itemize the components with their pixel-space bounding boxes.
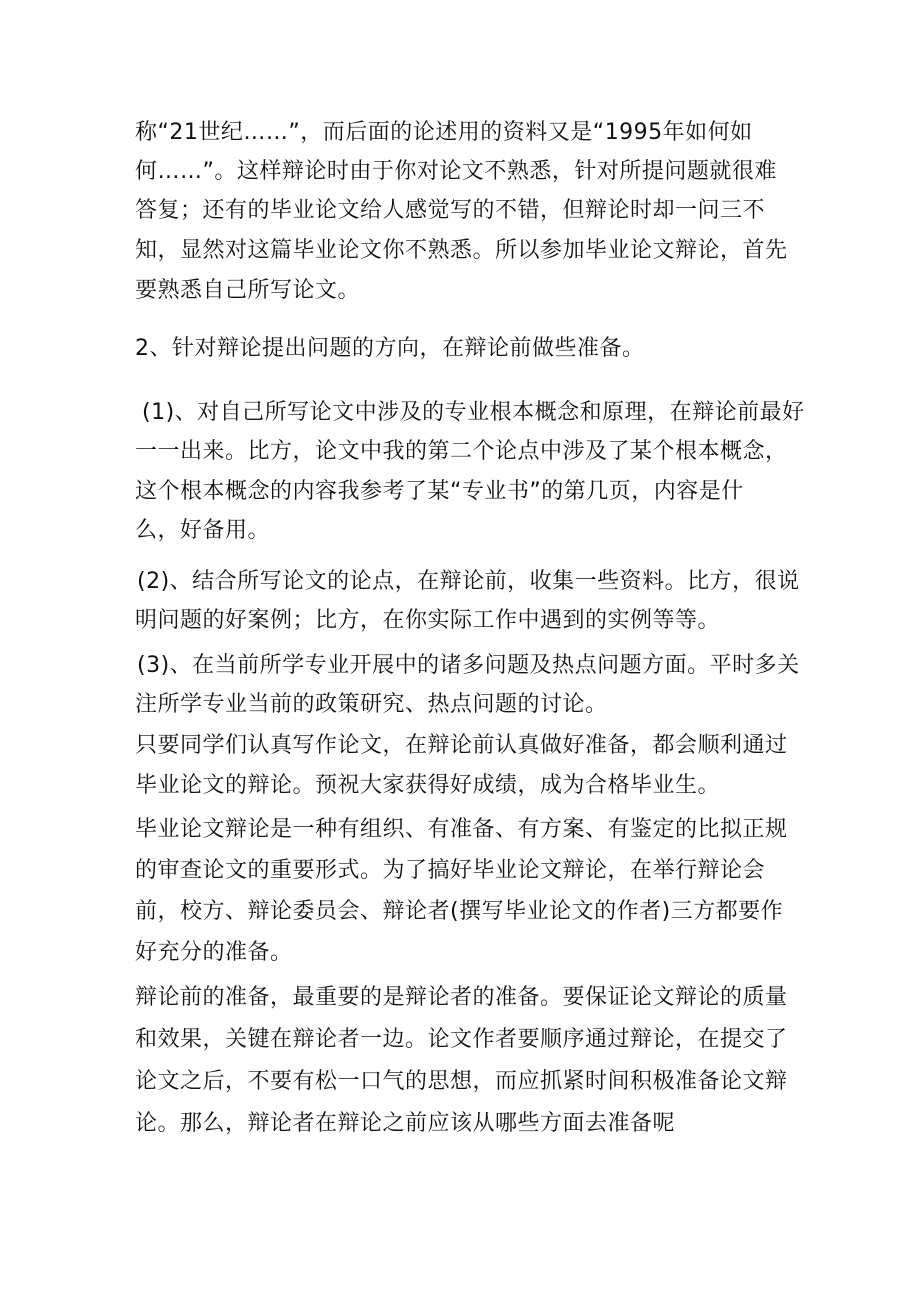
text-line: 毕业论文辩论是一种有组织、有准备、有方案、有鉴定的比拟正规 bbox=[135, 817, 788, 842]
text-line: 这个根本概念的内容我参考了某“专业书”的第几页，内容是什 bbox=[135, 479, 744, 504]
text-line: 毕业论文的辩论。预祝大家获得好成绩，成为合格毕业生。 bbox=[135, 773, 721, 798]
text-line: 和效果，关键在辩论者一边。论文作者要顺序通过辩论，在提交了 bbox=[135, 1027, 788, 1052]
text-line: 论文之后，不要有松一口气的思想，而应抓紧时间积极准备论文辩 bbox=[135, 1069, 788, 1094]
section-heading: 2、针对辩论提出问题的方向，在辩论前做些准备。 bbox=[135, 336, 645, 361]
text-line: (2)、结合所写论文的论点，在辩论前，收集一些资料。比方，很说 bbox=[137, 569, 800, 594]
text-line: 称“21世纪……”，而后面的论述用的资料又是“1995年如何如 bbox=[135, 120, 753, 145]
text-line: 知，显然对这篇毕业论文你不熟悉。所以参加毕业论文辩论，首先 bbox=[135, 238, 788, 263]
text-line: 么，好备用。 bbox=[135, 518, 271, 543]
text-line: 只要同学们认真写作论文，在辩论前认真做好准备，都会顺利通过 bbox=[135, 733, 788, 758]
text-line: 明问题的好案例；比方，在你实际工作中遇到的实例等等。 bbox=[135, 608, 721, 633]
text-line: 何……”。这样辩论时由于你对论文不熟悉，针对所提问题就很难 bbox=[135, 159, 777, 184]
text-line: 要熟悉自己所写论文。 bbox=[135, 278, 361, 303]
text-line: 的审查论文的重要形式。为了搞好毕业论文辩论，在举行辩论会 bbox=[135, 858, 766, 883]
text-line: 注所学专业当前的政策研究、热点问题的讨论。 bbox=[135, 692, 608, 717]
text-line: 前，校方、辩论委员会、辩论者(撰写毕业论文的作者)三方都要作 bbox=[135, 899, 784, 924]
text-line: 好充分的准备。 bbox=[135, 940, 293, 965]
text-line: 一一出来。比方，论文中我的第二个论点中涉及了某个根本概念， bbox=[135, 439, 788, 464]
text-line: 辩论前的准备，最重要的是辩论者的准备。要保证论文辩论的质量 bbox=[135, 985, 788, 1010]
text-line: 答复；还有的毕业论文给人感觉写的不错，但辩论时却一问三不 bbox=[135, 198, 766, 223]
text-line: 论。那么，辩论者在辩论之前应该从哪些方面去准备呢 bbox=[135, 1111, 676, 1136]
text-line: (1)、对自己所写论文中涉及的专业根本概念和原理，在辩论前最好 bbox=[142, 400, 805, 425]
text-line: (3)、在当前所学专业开展中的诸多问题及热点问题方面。平时多关 bbox=[137, 653, 800, 678]
